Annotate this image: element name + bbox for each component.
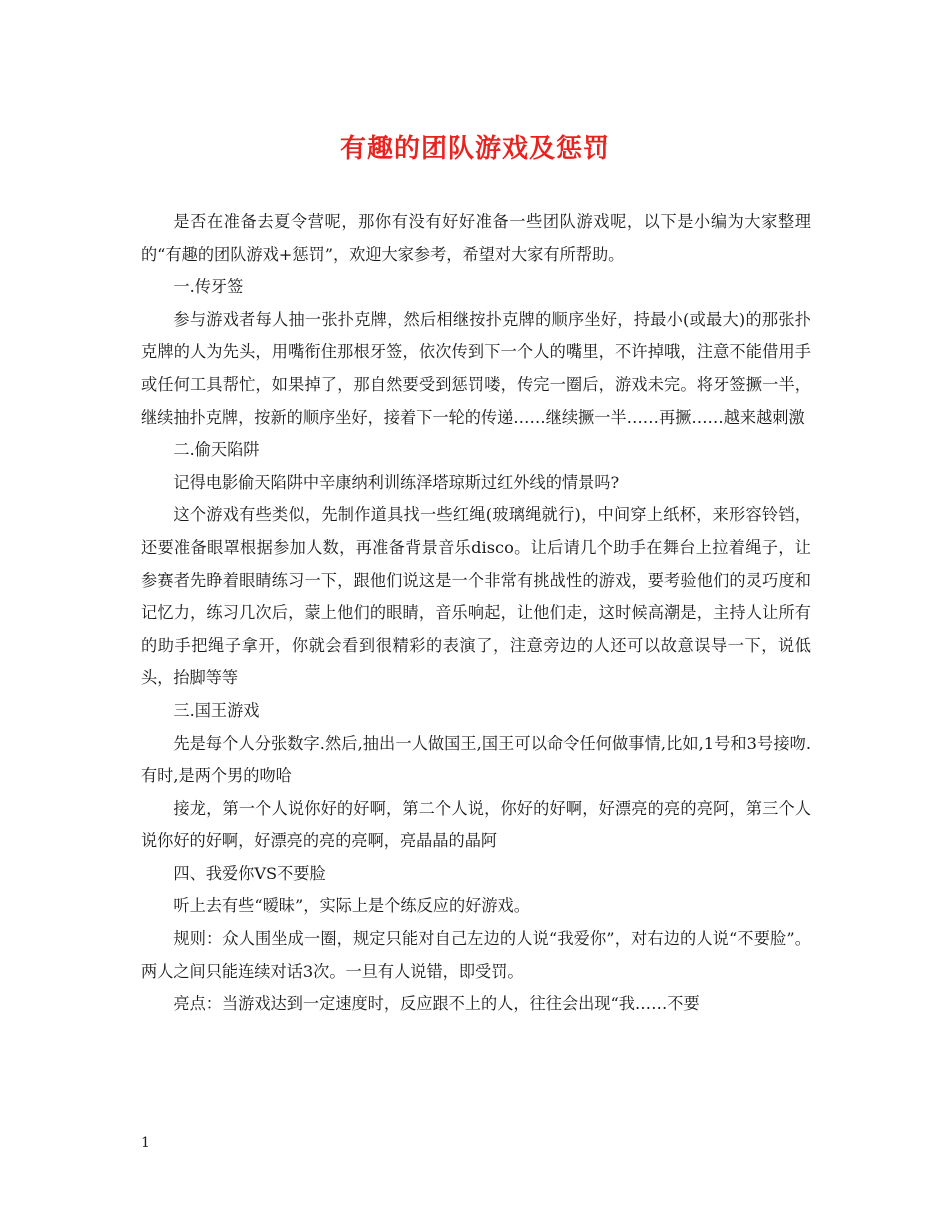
document-body (141, 206, 811, 1021)
paragraph: 亮点：当游戏达到一定速度时，反应跟不上的人，往往会出现“我……不要 (173, 994, 700, 1014)
paragraph: 规则：众人围坐成一圈，规定只能对自己左边的人说“我爱你”，对右边的人说“不要脸”。两人之间只能连续对话3次。一旦有人说错，即受罚。 (141, 929, 811, 981)
paragraph: 先是每个人分张数字.然后,抽出一人做国王,国王可以命令任何做事情,比如,1号和3号接吻.有时,是两个男的吻哈 (141, 733, 811, 786)
section-heading-3: 三.国王游戏 (173, 700, 260, 720)
section-heading-4: 四、我爱你VS不要脸 (173, 863, 326, 883)
paragraph: 这个游戏有些类似，先制作道具找一些红绳(玻璃绳就行)，中间穿上纸杯，来形容铃铛，还要准备眼罩根据参加人数，再准备背景音乐disco。让后请几个助手在舞台上拉着绳子，让参赛者先睁着眼睛练习一下，跟他们说这是一个非常有挑战性的游戏，要考验他们的灵巧度和记忆力，练习几次后，蒙上他们的眼睛，音乐响起，让他们走，这时候高潮是，主持人让所有的助手把绳子拿开，你就会看到很精彩的表演了，注意旁边的人还可以故意误导一下，说低头，抬脚等等 (141, 505, 811, 688)
document-title: 有趣的团队游戏及惩罚 (339, 134, 610, 164)
page-number: 1 (141, 1135, 150, 1151)
paragraph: 参与游戏者每人抽一张扑克牌，然后相继按扑克牌的顺序坐好，持最小(或最大)的那张扑克牌的人为先头，用嘴衔住那根牙签，依次传到下一个人的嘴里，不许掉哦，注意不能借用手或任何工具帮忙，如果掉了，那自然要受到惩罚喽，传完一圈后，游戏未完。将牙签撅一半，继续抽扑克牌，按新的顺序坐好，接着下一轮的传递……继续撅一半……再撅……越来越刺激 (141, 309, 811, 427)
section-heading-2: 二.偷天陷阱 (173, 440, 260, 460)
paragraph: 接龙，第一个人说你好的好啊，第二个人说，你好的好啊，好漂亮的亮的亮阿，第三个人说你好的好啊，好漂亮的亮的亮啊，亮晶晶的晶阿 (141, 798, 811, 851)
paragraph-intro: 是否在准备去夏令营呢，那你有没有好好准备一些团队游戏呢，以下是小编为大家整理的“有趣的团队游戏+惩罚”，欢迎大家参考，希望对大家有所帮助。 (141, 212, 811, 264)
paragraph: 记得电影偷天陷阱中辛康纳利训练泽塔琼斯过红外线的情景吗? (173, 472, 620, 492)
section-heading-1: 一.传牙签 (173, 277, 244, 297)
paragraph: 听上去有些“暧昧”，实际上是个练反应的好游戏。 (173, 896, 530, 916)
